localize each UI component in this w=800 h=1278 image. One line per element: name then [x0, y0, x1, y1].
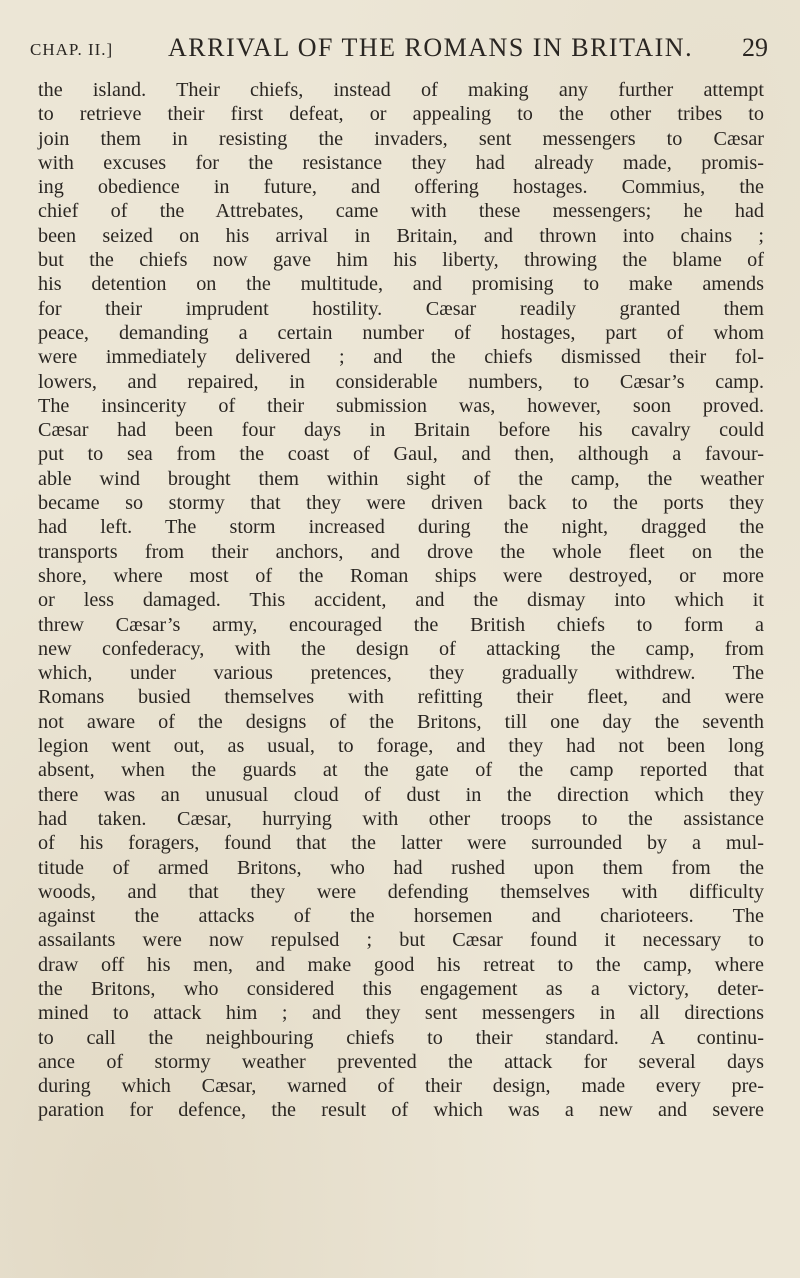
text-line: new confederacy, with the design of attacking the camp, from	[38, 637, 764, 660]
text-line: mined to attack him ; and they sent messengers in all directions	[38, 1002, 764, 1025]
text-line: shore, where most of the Roman ships were destroyed, or more	[38, 564, 764, 587]
text-line: during which Cæsar, warned of their design, made every pre-	[38, 1075, 764, 1098]
text-line: or less damaged. This accident, and the dismay into which it	[38, 589, 764, 612]
text-line: absent, when the guards at the gate of the camp reported that	[38, 759, 764, 782]
text-line: woods, and that they were defending themselves with difficulty	[38, 880, 764, 903]
text-line: put to sea from the coast of Gaul, and then, although a favour-	[38, 443, 764, 466]
text-line: lowers, and repaired, in considerable numbers, to Cæsar’s camp.	[38, 370, 764, 393]
text-line: titude of armed Britons, who had rushed upon them from the	[38, 856, 764, 879]
text-line: his detention on the multitude, and promising to make amends	[38, 273, 764, 296]
text-line: paration for defence, the result of which was a new and severe	[38, 1099, 764, 1122]
text-line: with excuses for the resistance they had already made, promis-	[38, 151, 764, 174]
text-line: transports from their anchors, and drove the whole fleet on the	[38, 540, 764, 563]
body-text	[38, 78, 764, 1123]
text-line: had taken. Cæsar, hurrying with other troops to the assistance	[38, 807, 764, 830]
text-line: not aware of the designs of the Britons, till one day the seventh	[38, 710, 764, 733]
text-line: threw Cæsar’s army, encouraged the British chiefs to form a	[38, 613, 764, 636]
text-line: the Britons, who considered this engagement as a victory, deter-	[38, 977, 764, 1000]
text-line: able wind brought them within sight of the camp, the weather	[38, 467, 764, 490]
text-line: which, under various pretences, they gradually withdrew. The	[38, 662, 764, 685]
text-line: Cæsar had been four days in Britain before his cavalry could	[38, 419, 764, 442]
text-line: became so stormy that they were driven back to the ports they	[38, 492, 764, 515]
text-line: to retrieve their first defeat, or appealing to the other tribes to	[38, 103, 764, 126]
text-line: there was an unusual cloud of dust in the direction which they	[38, 783, 764, 806]
text-line: been seized on his arrival in Britain, and thrown into chains ;	[38, 224, 764, 247]
text-line: ing obedience in future, and offering hostages. Commius, the	[38, 176, 764, 199]
text-line: join them in resisting the invaders, sent messengers to Cæsar	[38, 127, 764, 150]
chapter-label: CHAP. II.]	[30, 40, 114, 59]
text-line: had left. The storm increased during the night, dragged the	[38, 516, 764, 539]
text-line: chief of the Attrebates, came with these messengers; he had	[38, 200, 764, 223]
text-line: ance of stormy weather prevented the attack for several days	[38, 1050, 764, 1073]
running-head	[30, 30, 772, 66]
text-line: against the attacks of the horsemen and charioteers. The	[38, 905, 764, 928]
text-line: the island. Their chiefs, instead of making any further attempt	[38, 79, 764, 101]
text-line: peace, demanding a certain number of hostages, part of whom	[38, 321, 764, 344]
text-line: of his foragers, found that the latter were surrounded by a mul-	[38, 832, 764, 855]
text-line: legion went out, as usual, to forage, and they had not been long	[38, 735, 764, 758]
text-line: draw off his men, and make good his retreat to the camp, where	[38, 953, 764, 976]
running-title: ARRIVAL OF THE ROMANS IN BRITAIN.	[168, 33, 694, 62]
text-line: but the chiefs now gave him his liberty, throwing the blame of	[38, 249, 764, 272]
text-line: The insincerity of their submission was, however, soon proved.	[38, 394, 764, 417]
text-line: were immediately delivered ; and the chiefs dismissed their fol-	[38, 346, 764, 369]
text-line: Romans busied themselves with refitting their fleet, and were	[38, 686, 764, 709]
text-line: to call the neighbouring chiefs to their standard. A continu-	[38, 1026, 764, 1049]
text-line: assailants were now repulsed ; but Cæsar found it necessary to	[38, 929, 764, 952]
text-line: for their imprudent hostility. Cæsar readily granted them	[38, 297, 764, 320]
page-number: 29	[742, 33, 768, 62]
